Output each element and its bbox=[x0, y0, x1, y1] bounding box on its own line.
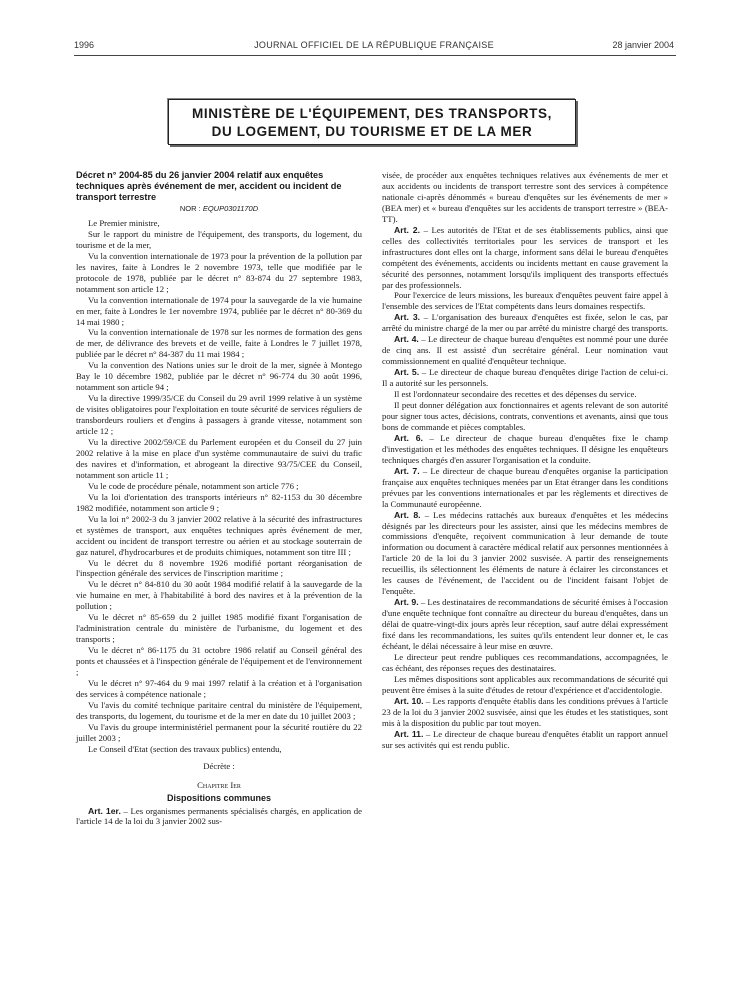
paragraph-text: – Les destinataires de recommandations de sécurité émises à l'occasion d'une enquête technique font connaître au directeur du bureau d'enquêtes, dans un délai de quatre-vingt-dix jours après leur réception, sauf autre délai expressément fixé dans les recommandations, les suites qu'ils entendent leur donner et, le cas échéant, le délai nécessaire à leur mise en œuvre. bbox=[382, 597, 668, 651]
visa-paragraph: Vu le décret n° 97-464 du 9 mai 1997 relatif à la création et à l'organisation des services à compétence nationale ; bbox=[76, 677, 362, 699]
nor-label: NOR : bbox=[179, 204, 201, 213]
paragraph-text: visée, de procéder aux enquêtes techniques relatives aux événements de mer et aux accidents ou incidents de transport terrestre sont des services à compétence nationale ci-après dénommés « bureau d'enquêtes sur les événements de mer » (BEA mer) et « bureau d'enquêtes sur les accidents de transport terrestre » (BEA-TT). bbox=[382, 170, 668, 224]
article-paragraph bbox=[382, 510, 668, 598]
article-label: Art. 4. bbox=[394, 334, 419, 345]
body-paragraph bbox=[382, 674, 668, 696]
paragraph-text: – Le directeur de chaque bureau d'enquêtes est nommé pour une durée de cinq ans. Il est assisté d'un secrétaire général. Leur nomination vaut commissionnement en qualité d'enquêteur technique. bbox=[382, 334, 668, 367]
left-column bbox=[76, 170, 362, 827]
article-label: Art. 1er. bbox=[88, 805, 121, 816]
article-label: Art. 9. bbox=[394, 597, 419, 608]
journal-title: JOURNAL OFFICIEL DE LA RÉPUBLIQUE FRANÇAISE bbox=[254, 40, 494, 50]
paragraph-text: – Le directeur de chaque bureau d'enquêtes dirige l'action de celui-ci. Il a autorité sur les personnels. bbox=[382, 367, 669, 389]
article-label: Art. 10. bbox=[394, 695, 424, 706]
paragraph-text: – Le directeur de chaque bureau d'enquêtes fixe le champ d'investigation et les méthodes des enquêtes techniques. Il désigne les enquêteurs techniques chargés d'en assurer l'organisation et la conduite. bbox=[382, 432, 668, 465]
decrete-line: Décrète : bbox=[203, 760, 235, 771]
visa-paragraph: Vu la loi n° 2002-3 du 3 janvier 2002 relative à la sécurité des infrastructures et systèmes de transport, aux enquêtes techniques après événement de mer, accident ou incident de transport terrestre ou aérien et au stockage souterrain de gaz naturel, d'hydrocarbures et de produits chimiques, notamment son titre III ; bbox=[76, 513, 362, 557]
article-paragraph bbox=[382, 225, 668, 291]
article-label: Art. 3. bbox=[394, 312, 421, 323]
body-paragraph bbox=[382, 389, 668, 400]
article-1 bbox=[76, 806, 362, 828]
paragraph-text: – Le directeur de chaque bureau d'enquêtes organise la participation française aux enquêtes techniques menées par un Etat étranger dans les conditions prévues par les conventions internationales et par les règlements et directives de la Communauté européenne. bbox=[382, 465, 669, 509]
paragraph-text: – L'organisation des bureaux d'enquêtes est fixée, selon le cas, par arrêté du ministre chargé de la mer ou par arrêté du ministre chargé des transports. bbox=[382, 312, 669, 334]
visa-paragraph: Vu le décret n° 86-1175 du 31 octobre 1986 relatif au Conseil général des ponts et chaussées et à l'inspection générale de l'équipement et de l'environnement ; bbox=[76, 645, 362, 678]
article-paragraph bbox=[382, 367, 668, 389]
visa-paragraph: Vu la convention internationale de 1973 pour la prévention de la pollution par les navires, faite à Londres le 2 novembre 1973, telle que modifiée par le protocole de 1978, publiée par le décret n° 83-874 du 27 septembre 1983, notamment son article 12 ; bbox=[76, 250, 362, 294]
paragraph-text: – Les rapports d'enquête établis dans les conditions prévues à l'article 23 de la loi du 3 janvier 2002 susvisée, ainsi que les études et les statistiques, sont mis à la disposition du public par tout moyen. bbox=[382, 695, 669, 728]
article-paragraph bbox=[382, 466, 668, 510]
nor-reference bbox=[76, 204, 362, 215]
visa-paragraph: Vu l'avis du groupe interministériel permanent pour la sécurité routière du 22 juillet 2003 ; bbox=[76, 721, 362, 743]
paragraph-text: Il est l'ordonnateur secondaire des recettes et des dépenses du service. bbox=[394, 389, 637, 400]
nor-code: EQUP0301170D bbox=[202, 204, 259, 213]
article-label: Art. 5. bbox=[394, 367, 420, 378]
paragraph-text: – Le directeur de chaque bureau d'enquêtes établit un rapport annuel sur ses activités qui est rendu public. bbox=[382, 728, 668, 750]
issue-date: 28 janvier 2004 bbox=[612, 40, 674, 50]
article-paragraph bbox=[382, 696, 668, 729]
visa-paragraph: Vu le décret du 8 novembre 1926 modifié portant réorganisation de l'inspection générale des services de l'inscription maritime ; bbox=[76, 557, 362, 579]
paragraph-text: Pour l'exercice de leurs missions, les bureaux d'enquêtes peuvent faire appel à l'ensemble des services de l'Etat compétents dans leurs domaines respectifs. bbox=[382, 290, 668, 312]
article-paragraph bbox=[382, 312, 668, 334]
visa-paragraph: Vu la convention internationale de 1978 sur les normes de formation des gens de mer, de délivrance des brevets et de veille, faite à Londres le 7 juillet 1978, publiée par le décret n° 84-387 du 11 mai 1984 ; bbox=[76, 327, 362, 360]
right-column bbox=[382, 170, 668, 751]
article-label: Art. 2. bbox=[394, 224, 421, 235]
paragraph-text: – Les autorités de l'Etat et de ses établissements publics, ainsi que celles des collectivités territoriales pour les services de transport et les infrastructures dont elles ont la charge, informent sans délai le bureau d'enquêtes compétent des événements, accidents ou incidents mettant en cause gravement la sécurité des personnes, notamment lorsqu'ils impliquent des transports effectués par des professionnels. bbox=[382, 224, 668, 290]
ministry-line-2: DU LOGEMENT, DU TOURISME ET DE LA MER bbox=[211, 124, 533, 139]
article-label: Art. 11. bbox=[394, 728, 424, 739]
body-paragraph bbox=[382, 400, 668, 433]
body-paragraph bbox=[382, 170, 668, 225]
visa-paragraph: Le Conseil d'Etat (section des travaux publics) entendu, bbox=[88, 743, 282, 754]
body-paragraph bbox=[382, 652, 668, 674]
body-paragraph bbox=[382, 290, 668, 312]
visa-paragraph: Vu la loi d'orientation des transports intérieurs n° 82-1153 du 30 décembre 1982 modifiée, notamment son article 9 ; bbox=[76, 491, 362, 513]
header-rule bbox=[74, 55, 676, 56]
article-paragraph bbox=[382, 597, 668, 652]
paragraph-text: – Les médecins rattachés aux bureaux d'enquêtes et les médecins désignés par les directeurs pour les assister, ainsi que les médecins membres de commissions d'enquête, reçoivent communication à leur demande de toute information ou document à caractère médical relatif aux personnes mentionnées à l'article 20 de la loi du 3 janvier 2002 susvisée. A partir des renseignements recueillis, ils sélectionnent les éléments de nature à éclairer les circonstances et les causes de l'événement, de l'accident ou de l'incident faisant l'objet de l'enquête. bbox=[382, 509, 668, 597]
visa-paragraph: Vu la convention internationale de 1974 pour la sauvegarde de la vie humaine en mer, faite à Londres le 1er novembre 1974, publiée par le décret n° 80-369 du 14 mai 1980 ; bbox=[76, 294, 362, 327]
article-label: Art. 7. bbox=[394, 465, 420, 476]
article-paragraph bbox=[382, 334, 668, 367]
chapter-heading: Chapitre Ier bbox=[197, 779, 241, 790]
article-paragraph bbox=[382, 433, 668, 466]
visa-paragraph: Vu le code de procédure pénale, notamment son article 776 ; bbox=[88, 480, 299, 491]
visa-paragraph: Vu l'avis du comité technique paritaire central du ministère de l'équipement, des transports, du logement, du tourisme et de la mer en date du 10 juillet 2003 ; bbox=[76, 699, 362, 721]
visa-paragraph: Vu la directive 2002/59/CE du Parlement européen et du Conseil du 27 juin 2002 relative à la mise en place d'un système communautaire de suivi du trafic des navires et d'information, et abrogeant la directive 93/75/CEE du Conseil, notamment son article 11 ; bbox=[76, 437, 362, 480]
visa-paragraph: Vu le décret n° 84-810 du 30 août 1984 modifié relatif à la sauvegarde de la vie humaine en mer, à l'habitabilité à bord des navires et à la prévention de la pollution ; bbox=[76, 579, 362, 612]
visa-paragraph: Vu la convention des Nations unies sur le droit de la mer, signée à Montego Bay le 10 décembre 1982, publiée par le décret n° 96-774 du 30 août 1996, notamment son article 94 ; bbox=[76, 360, 362, 393]
ministry-box bbox=[168, 99, 576, 145]
decree-title: Décret n° 2004-85 du 26 janvier 2004 relatif aux enquêtes techniques après événement de mer, accident ou incident de transport terrestre bbox=[76, 170, 342, 202]
paragraph-text: Les mêmes dispositions sont applicables aux recommandations de sécurité qui peuvent être émises à la suite d'études de retour d'expérience et d'accidentologie. bbox=[382, 673, 668, 695]
paragraph-text: Il peut donner délégation aux fonctionnaires et agents relevant de son autorité pour signer tous actes, décisions, contrats, conventions et avenants, ainsi que tous bons de commande et pièces comptables. bbox=[382, 400, 668, 432]
page-number: 1996 bbox=[74, 40, 95, 50]
visa-paragraph: Vu la directive 1999/35/CE du Conseil du 29 avril 1999 relative à un système de visites obligatoires pour l'exploitation en toute sécurité de services réguliers de transbordeurs rouliers et d'engins à passagers à grande vitesse, notamment son article 12 ; bbox=[76, 393, 362, 437]
addressee: Le Premier ministre, bbox=[88, 217, 160, 228]
paragraph-text: Le directeur peut rendre publiques ces recommandations, accompagnées, le cas échéant, des réponses reçues des destinataires. bbox=[382, 651, 668, 673]
section-heading: Dispositions communes bbox=[166, 792, 272, 803]
visa-paragraph: Vu le décret n° 85-659 du 2 juillet 1985 modifié fixant l'organisation de l'administration centrale du ministère de l'urbanisme, du logement et des transports ; bbox=[76, 612, 362, 645]
article-label: Art. 6. bbox=[394, 432, 423, 443]
visa-paragraph: Sur le rapport du ministre de l'équipement, des transports, du logement, du tourisme et de la mer, bbox=[76, 228, 362, 250]
article-label: Art. 8. bbox=[394, 509, 421, 520]
ministry-line-1: MINISTÈRE DE L'ÉQUIPEMENT, DES TRANSPORTS, bbox=[192, 106, 552, 121]
article-paragraph bbox=[382, 729, 668, 751]
visa-list bbox=[76, 218, 362, 755]
running-header bbox=[74, 40, 674, 54]
article-text: – Les organismes permanents spécialisés chargés, en application de l'article 14 de la loi du 3 janvier 2002 sus- bbox=[76, 805, 362, 827]
